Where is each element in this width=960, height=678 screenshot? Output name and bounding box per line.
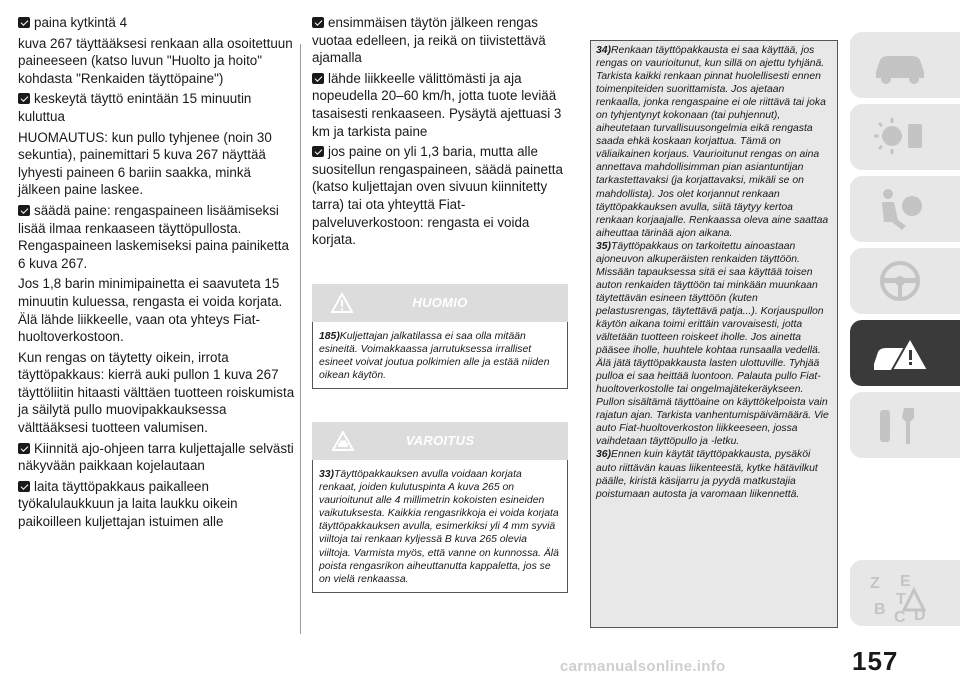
huomio-body bbox=[312, 322, 568, 389]
huomio-text: Kuljettajan jalkatilassa ei saa olla mitään esineitä. Voimakkaassa jarrutuksessa irralliset esineet voivat joutua polkimien alle ja estää niiden oikean käytön. bbox=[319, 331, 550, 382]
step-marker-icon bbox=[312, 73, 324, 84]
paragraph: Jos 1,8 barin minimipainetta ei saavuteta 15 minuutin kuluessa, rengasta ei voida korjata. Älä lähde liikkeelle, vaan ota yhteys Fiat-huoltoverkostoon. bbox=[18, 276, 283, 345]
step-marker-icon bbox=[312, 17, 324, 28]
step-marker-icon bbox=[18, 481, 30, 492]
tab-dashboard-lights[interactable] bbox=[850, 104, 960, 170]
instruction-step: Kiinnitä ajo-ohjeen tarra kuljettajalle selvästi näkyvään paikkaan kojelautaan bbox=[18, 440, 294, 474]
note-ref: 33) bbox=[319, 469, 335, 480]
svg-text:D: D bbox=[914, 607, 926, 624]
huomio-box bbox=[312, 284, 568, 389]
step-marker-icon bbox=[18, 17, 30, 28]
watermark: carmanualsonline.info bbox=[560, 658, 726, 675]
note-text: Täyttöpakkaus on tarkoitettu ainoastaan ajoneuvon alkuperäisten renkaiden täyttöön. Missään tapauksessa sitä ei saa käyttää toisen auton renkaiden täyttöön tai minkään muunkaan täytettävän esineen täyttöön (kuten pelastusrengas, täytettävä patja...). Korjauspullon käytön aikana toimi erittäin varovaisesti, jotta vältetään tuotteen roiskeet iholle. Jos ainetta pääsee iholle, huuhtele kohtaa runsaalla vedellä. Älä jätä täyttöpakkausta lasten ulottuville. Tyhjää pulloa ei saa heittää luontoon. Palauta pullo Fiat-huoltoverkostolle tai ongelmajätekeräykseen. Pullon sisältämä täyttöaine on käyttökelpoista vain rajatun ajan. Tarkista vanhentumispäivämäärä. Vie auto Fiat-huoltoverkoston liikkeeseen, jossa vaihdetaan täyttöpullo ja -letku. bbox=[596, 240, 829, 448]
note-paragraph: HUOMAUTUS: kun pullo tyhjenee (noin 30 sekuntia), painemittari 5 kuva 267 näyttää lyhyesti paineen 6 bariin saakka, minkä jälkeen paine laskee. bbox=[18, 129, 272, 198]
note-text: Ennen kuin käytät täyttöpakkausta, pysäköi auto riittävän kauas liikenteestä, kytke hätävilkut päälle, kiristä käsijarru ja pyydä matkustajia poistumaan autosta ja varomaan liikennettä. bbox=[596, 449, 818, 500]
varoitus-body bbox=[312, 460, 568, 593]
varoitus-text: Täyttöpakkauksen avulla voidaan korjata renkaat, joiden kulutuspinta A kuva 265 on vaurioitunut alle 4 millimetrin kokoisten esineiden vaikutuksesta. Kaikkia rengasrikkoja ei voida korjata täyttöpakkauksen avulla, esimerkiksi yli 4 mm syviä viiltoja tai renkaan kyljessä B kuva 265 olevia viiltoja. Varmista myös, että vanne on kunnossa. Älä poista rengasrikon aiheuttanutta kappaletta, jos se on vielä renkaassa. bbox=[319, 469, 559, 585]
airbag-icon bbox=[870, 186, 930, 232]
step-marker-icon bbox=[18, 93, 30, 104]
car-breakdown-warning-icon bbox=[870, 330, 932, 376]
paragraph: kuva 267 täyttääksesi renkaan alla osoitettuun paineeseen (katso luvun "Huolto ja hoito" kohdasta "Renkaiden täyttöpaine") bbox=[18, 35, 293, 86]
steering-wheel-icon bbox=[870, 258, 930, 304]
dashboard-light-icon bbox=[870, 114, 930, 160]
page-number: 157 bbox=[852, 646, 899, 676]
varoitus-title: VAROITUS bbox=[405, 433, 475, 448]
instruction-step: ensimmäisen täytön jälkeen rengas vuotaa edelleen, ja reikä on tiivistettävä ajamalla bbox=[312, 15, 546, 66]
varoitus-box bbox=[312, 422, 568, 593]
car-icon bbox=[870, 42, 930, 86]
instruction-step: säädä paine: rengaspaineen lisäämiseksi lisää ilmaa renkaaseen täyttöpullosta. Rengaspaineen laskemiseksi paina painiketta 6 kuva 267. bbox=[18, 202, 289, 271]
instruction-step: keskeytä täyttö enintään 15 minuutin kuluttua bbox=[18, 91, 252, 124]
left-column bbox=[18, 14, 296, 534]
instruction-step: lähde liikkeelle välittömästi ja aja nopeudella 20–60 km/h, jotta tuote leviää tasaisesti renkaaseen. Pysäytä ajettuasi 3 km ja tarkista paine bbox=[312, 70, 562, 139]
warning-notes-panel bbox=[590, 40, 838, 628]
instruction-step: laita täyttöpakkaus paikalleen työkalulaukkuun ja laita laukku oikein paikoilleen kuljettajan istuimen alle bbox=[18, 478, 238, 530]
middle-column bbox=[312, 14, 570, 252]
instruction-step: jos paine on yli 1,3 baria, mutta alle suositellun rengaspaineen, säädä painetta (katso kuljettajan oven sivuun kiinnitetty tarra) tai ota yhteyttä Fiat-palveluverkostoon: rengasta ei voida korjata. bbox=[312, 144, 563, 248]
alphabet-index-icon bbox=[870, 570, 940, 626]
svg-text:T: T bbox=[896, 591, 906, 608]
svg-text:C: C bbox=[894, 609, 906, 626]
tab-maintenance[interactable] bbox=[850, 392, 960, 458]
varoitus-header bbox=[312, 422, 568, 460]
tab-index[interactable] bbox=[850, 560, 960, 626]
instruction-step: paina kytkintä 4 bbox=[18, 14, 296, 32]
huomio-title: HUOMIO bbox=[412, 295, 468, 310]
tab-driving[interactable] bbox=[850, 248, 960, 314]
step-marker-icon bbox=[18, 205, 30, 216]
step-marker-icon bbox=[18, 443, 30, 454]
svg-text:Z: Z bbox=[870, 575, 880, 592]
tab-emergency[interactable] bbox=[850, 320, 960, 386]
paragraph: Kun rengas on täytetty oikein, irrota täyttöpakkaus: kierrä auki pullon 1 kuva 267 täyttöliitin hitaasti välttäen tuotteen roiskumista ja säilytä pullo muovipakkauksessa välttääksesi tuotteen valumisen. bbox=[18, 349, 295, 436]
note-ref: 34) bbox=[596, 45, 612, 56]
note-ref: 185) bbox=[319, 331, 340, 342]
svg-text:B: B bbox=[874, 601, 886, 618]
note-text: Renkaan täyttöpakkausta ei saa käyttää, jos rengas on vaurioitunut, kun sillä on ajettu tyhjänä. Tarkista kaikki renkaan pinnat huolellisesti ennen toimenpiteiden suorittamista. Jos ajetaan renkaalla, jonka rengaspaine ei ole riittävä tai joka on tyhjentynyt kokonaan (tai puhjennut), aiheutetaan turvallisuusongelmia eikä rengasta saada ehkä koskaan korjattua. Tämä on väliaikainen korjaus. Vaurioitunut rengas on aina annettava mahdollisimman pian asiantuntijan tarkastettavaksi (ja korjattavaksi, mikäli se on mahdollista). Jos olet korjannut renkaan täyttöpakkauksen avulla, siitä täytyy kertoa renkaan korjaajalle. Renkaassa oleva aine saattaa aiheuttaa tärinää ajon aikana. bbox=[596, 45, 829, 239]
column-divider bbox=[300, 44, 301, 634]
huomio-header bbox=[312, 284, 568, 322]
wrench-icon bbox=[870, 402, 930, 448]
note-ref: 35) bbox=[596, 240, 612, 252]
step-marker-icon bbox=[312, 146, 324, 157]
note-ref: 36) bbox=[596, 449, 612, 461]
tab-safety[interactable] bbox=[850, 176, 960, 242]
tab-car[interactable] bbox=[850, 32, 960, 98]
svg-text:E: E bbox=[900, 573, 911, 590]
